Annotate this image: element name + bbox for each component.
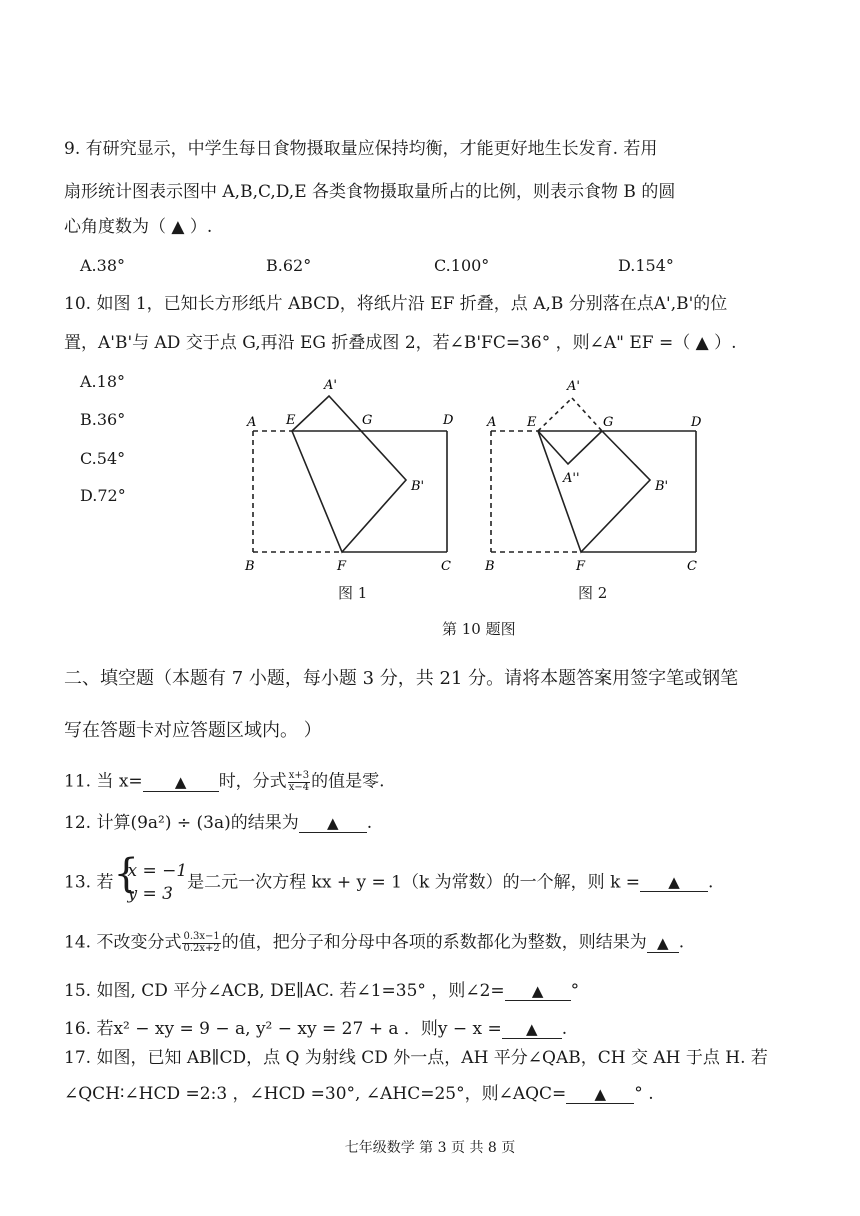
- q14-pre: 14. 不改变分式: [64, 932, 182, 953]
- section2-heading-line2: 写在答题卡对应答题区域内。 ）: [64, 720, 322, 741]
- q17-line2-post: ° .: [634, 1084, 654, 1104]
- q13-pre: 13. 若: [64, 872, 114, 893]
- q11-fraction: [288, 771, 310, 793]
- q9-line3: 心角度数为（ ▲ ）.: [64, 217, 213, 237]
- q10-line2: 置，A'B'与 AD 交于点 G,再沿 EG 折叠成图 2，若∠B'FC=36° ，则∠A" EF =（ ▲ ）.: [64, 333, 737, 353]
- fig2-edge-a1g: [572, 398, 602, 431]
- q12-answer-blank[interactable]: [299, 815, 367, 833]
- q12-blank-mark: ▲: [326, 814, 339, 832]
- q11-denominator: x−4: [288, 781, 310, 793]
- q10-figure-1: [240, 370, 470, 580]
- q10-fig2-caption: 图 2: [578, 584, 608, 602]
- fig1-label-b: B: [245, 559, 255, 574]
- q17-answer-blank[interactable]: [566, 1086, 634, 1104]
- fig2-label-a1: A': [567, 379, 580, 394]
- fig1-label-a: A: [247, 415, 257, 430]
- fig2-label-d: D: [691, 415, 702, 430]
- q13-blank-mark: ▲: [668, 873, 680, 892]
- q12: [64, 815, 372, 833]
- q13-mid: 是二元一次方程 kx + y = 1（k 为常数）的一个解，则 k =: [187, 872, 641, 893]
- q15-answer-blank[interactable]: [505, 983, 571, 1001]
- fig2-label-c: C: [687, 559, 697, 574]
- page-footer: 七年级数学 第 3 页 共 8 页: [344, 1140, 516, 1156]
- q10-fig1-caption: 图 1: [338, 584, 368, 602]
- q12-pre: 12. 计算(9a²) ÷ (3a)的结果为: [64, 813, 299, 833]
- fig1-label-e: E: [286, 413, 296, 428]
- q9-option-a: A.38°: [80, 256, 125, 275]
- fig2-label-g: G: [603, 415, 614, 430]
- fig1-label-c: C: [441, 559, 451, 574]
- q11-answer-blank[interactable]: [143, 774, 219, 792]
- q15: [64, 983, 579, 1001]
- q14-numerator: 0.3x−1: [183, 931, 220, 942]
- q10-option-a: A.18°: [80, 372, 125, 391]
- q11-blank-mark: ▲: [174, 772, 187, 791]
- fig1-label-f: F: [337, 559, 347, 574]
- q16-pre: 16. 若x² − xy = 9 − a, y² − xy = 27 + a ．则y − x =: [64, 1019, 502, 1039]
- fig1-folded-part: [292, 396, 406, 552]
- q17-line1: 17. 如图，已知 AB∥CD，点 Q 为射线 CD 外一点，AH 平分∠QAB，CH 交 AH 于点 H. 若: [64, 1048, 768, 1068]
- q16-answer-blank[interactable]: [502, 1021, 562, 1039]
- q15-pre: 15. 如图, CD 平分∠ACB, DE∥AC. 若∠1=35° ，则∠2=: [64, 981, 505, 1001]
- fig1-label-g: G: [362, 413, 373, 428]
- fig1-label-d: D: [443, 413, 454, 428]
- q9-option-c: C.100°: [434, 256, 490, 275]
- q14-denominator: 0.2x+2: [183, 942, 220, 954]
- q11-numerator: x+3: [288, 770, 310, 781]
- q14-fraction: [182, 932, 220, 954]
- q13-row2: y = 3: [127, 883, 173, 904]
- q12-post: .: [366, 813, 373, 833]
- fig2-edge-ea1: [538, 398, 572, 431]
- q13-post: .: [708, 872, 714, 893]
- q11: [64, 771, 384, 793]
- section2-heading-line1: 二、填空题（本题有 7 小题，每小题 3 分，共 21 分。请将本题答案用签字笔或钢笔: [64, 668, 739, 689]
- fig2-label-a: A: [487, 415, 497, 430]
- q17-blank-mark: ▲: [594, 1085, 607, 1103]
- q13-answer-blank[interactable]: [640, 874, 708, 892]
- q13-row1: x = −1: [127, 861, 188, 881]
- q9-line2: 扇形统计图表示图中 A,B,C,D,E 各类食物摄取量所占的比例，则表示食物 B 的圆: [64, 182, 676, 202]
- q9-option-d: D.154°: [618, 256, 674, 275]
- fig1-label-b1: B': [411, 479, 425, 494]
- fig2-label-a2: A'': [563, 471, 580, 486]
- fig2-label-b1: B': [655, 479, 669, 494]
- q15-blank-mark: ▲: [531, 982, 544, 1000]
- q10-figure-caption: 第 10 题图: [442, 620, 516, 638]
- q16-blank-mark: ▲: [526, 1020, 538, 1038]
- q11-mid: 时，分式: [218, 771, 287, 792]
- fig2-label-f: F: [576, 559, 586, 574]
- q16: [64, 1021, 567, 1039]
- q10-figure-2: [482, 370, 712, 580]
- q17-line2-pre: ∠QCH∶∠HCD =2:3 ，∠HCD =30°, ∠AHC=25°，则∠AQC=: [64, 1084, 567, 1104]
- q10-line1: 10. 如图 1，已知长方形纸片 ABCD，将纸片沿 EF 折叠，点 A,B 分别落在点A',B'的位: [64, 294, 728, 314]
- q14-blank-mark: ▲: [656, 933, 669, 952]
- q14-post: .: [678, 932, 685, 953]
- q10-option-d: D.72°: [80, 486, 126, 505]
- q9-line1: 9. 有研究显示，中学生每日食物摄取量应保持均衡，才能更好地生长发育. 若用: [64, 139, 658, 159]
- q14-answer-blank[interactable]: [647, 935, 679, 953]
- q14: [64, 932, 684, 954]
- q15-post: °: [570, 981, 580, 1001]
- q10-option-c: C.54°: [80, 449, 126, 468]
- q17-line2: [64, 1086, 654, 1104]
- fig1-label-a1: A': [324, 378, 337, 393]
- q11-pre: 11. 当 x=: [64, 771, 143, 792]
- q13-equation-system: [113, 851, 188, 906]
- q11-post: 的值是零.: [311, 771, 385, 792]
- q13: [64, 851, 714, 906]
- q13-brace: {: [113, 851, 139, 897]
- q16-post: .: [561, 1019, 568, 1039]
- q9-option-b: B.62°: [266, 256, 312, 275]
- fig2-label-e: E: [527, 415, 537, 430]
- fig2-label-b: B: [485, 559, 495, 574]
- q10-option-b: B.36°: [80, 410, 126, 429]
- q14-mid: 的值，把分子和分母中各项的系数都化为整数，则结果为: [221, 932, 647, 953]
